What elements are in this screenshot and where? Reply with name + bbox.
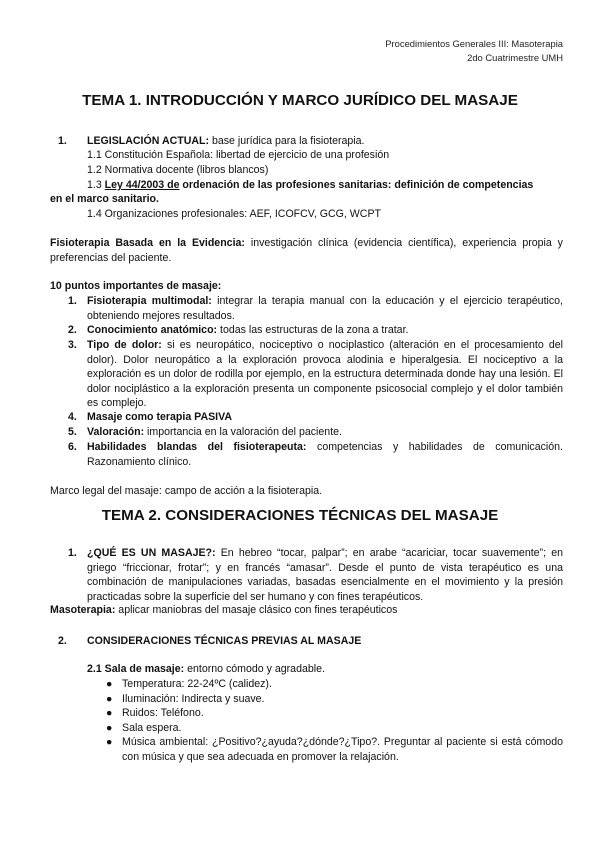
list-item: [87, 338, 563, 411]
header-course: Procedimientos Generales III: Masoterapia: [385, 38, 563, 49]
list-number: 2.: [68, 324, 77, 336]
list-number: 1.: [68, 547, 77, 559]
legislacion-label: LEGISLACIÓN ACTUAL:: [87, 135, 210, 147]
masoterapia-text: aplicar maniobras del masaje clásico con fines terapéuticos: [115, 604, 398, 616]
bullet-text: Música ambiental: ¿Positivo?¿ayuda?¿dónde?¿Tipo?. Preguntar al paciente si está cómodo con música y que sea adecuada en promover la relajación.: [122, 736, 563, 763]
sala-text: entorno cómodo y agradable.: [184, 663, 325, 675]
masoterapia-label: Masoterapia:: [50, 604, 116, 616]
bullet-text: Temperatura: 22-24ºC (calidez).: [122, 678, 272, 690]
fbe-paragraph: [50, 236, 563, 265]
list-item-label: Tipo de dolor:: [87, 339, 162, 351]
bullet-item: [106, 721, 563, 736]
list-item-text: todas las estructuras de la zona a tratar.: [217, 324, 409, 336]
list-item: [87, 410, 563, 425]
list-item-label: Conocimiento anatómico:: [87, 324, 218, 336]
tema1-title: TEMA 1. INTRODUCCIÓN Y MARCO JURÍDICO DEL MASAJE: [82, 92, 518, 109]
list-item-label: Habilidades blandas del fisioterapeuta:: [87, 441, 307, 453]
puntos-heading: 10 puntos importantes de masaje:: [50, 280, 222, 292]
consideraciones-heading: CONSIDERACIONES TÉCNICAS PREVIAS AL MASAJE: [87, 635, 362, 647]
list-item: [87, 323, 563, 338]
ley-title-cont: en el marco sanitario.: [50, 193, 159, 205]
que-es-masaje-label: ¿QUÉ ES UN MASAJE?:: [87, 547, 216, 559]
ley-reference: Ley 44/2003 de: [104, 179, 180, 191]
que-es-masaje: [87, 546, 563, 604]
list-item-text: integrar la terapia manual con la educación y el ejercicio terapéutico, obteniendo mejores resultados.: [87, 295, 563, 322]
list-item-text: si es neuropático, nociceptivo o nociplastico (alteración en el procesamiento del dolor). Dolor neuropático a la exploración provoca alodinia e hiperalgesia. El nociceptivo a la exploración es un dolor de rodilla por ejemplo, en la estructura determinada donde hay una lesión. El dolor nociplástico a la exploración presenta un componente psicosocial complejo y el dolor también es complejo.: [87, 339, 563, 410]
bullet-text: Ruidos: Teléfono.: [122, 707, 204, 720]
sub-item: 1.2 Normativa docente (libros blancos): [87, 164, 269, 176]
que-es-masaje-text: En hebreo “tocar, palpar”; en arabe “acariciar, tocar suavemente”; en griego “friccionar, frotar”; y en francés “amasar”. Desde el punto de vista terapéutico es una combinación de manipulaciones variadas, basadas esencialmente en el movimiento y la presión practicadas sobre la superficie del ser humano y con fines terapéuticos.: [87, 547, 563, 603]
bullet-text: Sala espera.: [122, 721, 182, 734]
list-item-label: Valoración:: [87, 426, 145, 438]
header-term: 2do Cuatrimestre UMH: [467, 51, 563, 63]
marco-legal: Marco legal del masaje: campo de acción a la fisioterapia.: [50, 485, 323, 497]
list-number: 1.: [68, 295, 77, 307]
bullet-item: [106, 692, 563, 707]
fbe-label: Fisioterapia Basada en la Evidencia:: [50, 237, 245, 249]
list-item-label: Masaje como terapia PASIVA: [87, 411, 233, 423]
sala-masaje: [87, 662, 325, 677]
list-number: 5.: [68, 426, 77, 438]
list-item-text: competencias y habilidades de comunicación. Razonamiento clínico.: [87, 441, 564, 468]
bullet-icon: ●: [106, 736, 113, 749]
bullet-item: [106, 677, 563, 692]
masoterapia-def: [50, 603, 397, 618]
legislacion-line: [87, 134, 364, 149]
sala-label: 2.1 Sala de masaje:: [87, 663, 185, 675]
list-number: 3.: [68, 339, 77, 351]
bullet-icon: ●: [106, 692, 113, 705]
sub-item-prefix: 1.3: [87, 179, 105, 191]
list-number: 4.: [68, 411, 77, 423]
list-item: [87, 425, 563, 440]
document-header: [385, 37, 563, 64]
ley-title: ordenación de las profesiones sanitarias: definición de competencias: [179, 179, 534, 191]
sub-item: 1.4 Organizaciones profesionales: AEF, ICOFCV, GCG, WCPT: [87, 208, 381, 220]
bullet-text: Iluminación: Indirecta y suave.: [122, 692, 265, 705]
bullet-item: [106, 735, 563, 764]
legislacion-text: base jurídica para la fisioterapia.: [209, 135, 365, 147]
bullet-item: [106, 706, 563, 721]
list-item: [87, 294, 563, 323]
bullet-icon: ●: [106, 721, 113, 734]
sub-item-ley: [87, 178, 533, 193]
list-number: 2.: [58, 635, 67, 647]
list-item-text: importancia en la valoración del paciente.: [144, 426, 342, 438]
bullet-icon: ●: [106, 678, 113, 690]
list-number: 1.: [58, 135, 67, 147]
sala-bullets: [106, 677, 563, 765]
sub-item: 1.1 Constitución Española: libertad de ejercicio de una profesión: [87, 149, 390, 161]
tema2-title: TEMA 2. CONSIDERACIONES TÉCNICAS DEL MASAJE: [101, 507, 499, 524]
list-item-label: Fisioterapia multimodal:: [87, 295, 212, 307]
bullet-icon: ●: [106, 707, 113, 720]
fbe-text: investigación clínica (evidencia científica), experiencia propia y preferencias del paciente.: [50, 237, 563, 264]
list-item: [87, 440, 563, 469]
list-number: 6.: [68, 441, 77, 453]
